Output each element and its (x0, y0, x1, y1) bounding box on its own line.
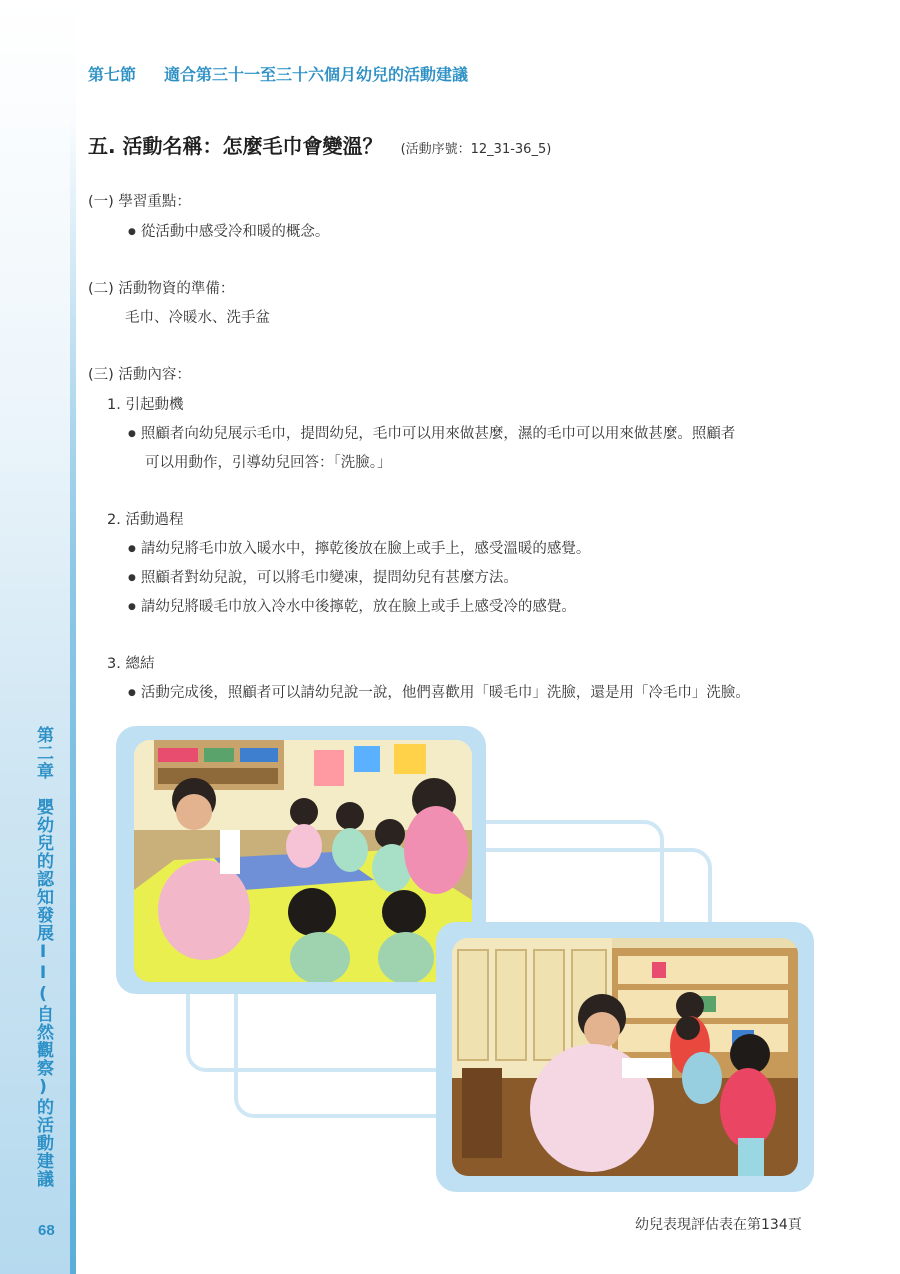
content-heading: (三) 活動內容： (88, 367, 191, 383)
section-label: 第七節 (88, 65, 137, 84)
step2-heading: 2. 活動過程 (107, 512, 184, 528)
materials-heading: (二) 活動物資的準備： (88, 281, 235, 297)
activity-title (88, 130, 551, 159)
step2-item: ● 請幼兒將暖毛巾放入冷水中後擰乾，放在臉上或手上感受冷的感覺。 (128, 595, 576, 616)
section-title: 適合第三十一至三十六個月幼兒的活動建議 (164, 65, 469, 84)
step2-item: ● 請幼兒將毛巾放入暖水中，擰乾後放在臉上或手上，感受溫暖的感覺。 (128, 537, 590, 558)
materials-list: 毛巾、冷暖水、洗手盆 (125, 310, 270, 326)
chapter-title-vertical: 第二章 嬰幼兒的認知發展II(自然觀察)的活動建議 (33, 726, 53, 1188)
section-header (88, 62, 468, 85)
step3-heading: 3. 總結 (107, 656, 155, 672)
step1-line2: 可以用動作，引導幼兒回答：「洗臉。」 (145, 455, 392, 471)
focus-item: ● 從活動中感受冷和暖的概念。 (128, 220, 329, 241)
step1-line1: ● 照顧者向幼兒展示毛巾，提問幼兒，毛巾可以用來做甚麼，濕的毛巾可以用來做甚麼。照顧者 (128, 422, 735, 443)
footer-note: 幼兒表現評估表在第134頁 (635, 1217, 802, 1233)
activity-name: 五. 活動名稱：怎麼毛巾會變溫？ (88, 134, 383, 158)
step3-item: ● 活動完成後，照顧者可以請幼兒說一說，他們喜歡用「暖毛巾」洗臉，還是用「冷毛巾」洗臉。 (128, 681, 750, 702)
activity-photo-1 (134, 740, 472, 982)
activity-number: (活動序號：12_31-36_5) (400, 142, 552, 157)
step2-item: ● 照顧者對幼兒說，可以將毛巾變凍，提問幼兒有甚麼方法。 (128, 566, 518, 587)
focus-heading: (一) 學習重點： (88, 194, 191, 210)
sidebar-edge (70, 120, 76, 1274)
step1-heading: 1. 引起動機 (107, 397, 184, 413)
page-number: 68 (38, 1222, 55, 1239)
activity-photo-2 (452, 938, 798, 1176)
